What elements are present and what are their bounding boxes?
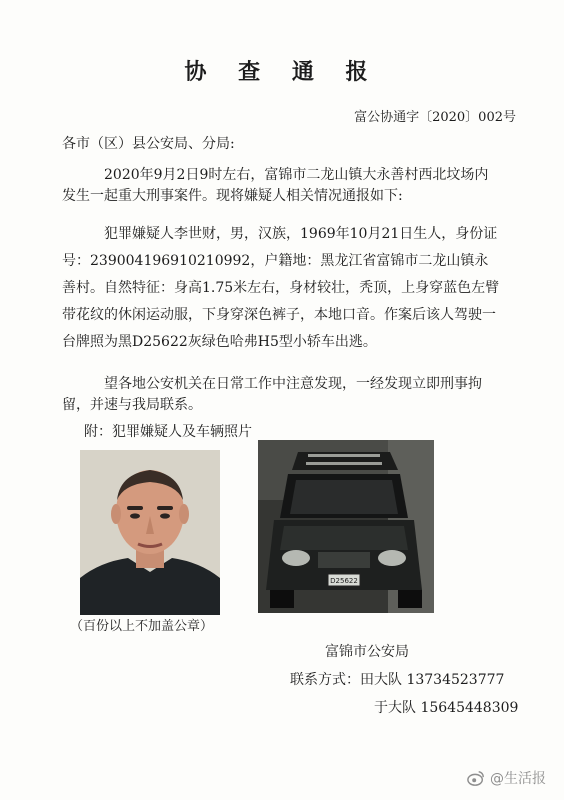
issuer-name: 富锦市公安局 (325, 644, 409, 660)
watermark (467, 768, 546, 788)
paragraph-suspect: 犯罪嫌疑人李世财，男，汉族，1969年10月21日生人，身份证号：239004196910210992，户籍地：黑龙江省富锦市二龙山镇永善村。自然特征：身高1.75米左右，身材较壮，秃顶，上身穿蓝色左臂带花纹的休闲运动服，下身穿深色裤子，本地口音。作案后该人驾驶一台牌照为黑D25622灰绿色哈弗H5型小轿车出逃。 (62, 226, 500, 350)
photo-caption: （百份以上不加盖公章） (70, 619, 214, 634)
vehicle-image (258, 440, 434, 613)
contact-secondary: 于大队 15645448309 (374, 700, 519, 716)
contact-primary: 联系方式：田大队 13734523777 (290, 672, 505, 688)
weibo-logo-icon (467, 769, 485, 787)
paragraph-incident: 2020年9月2日9时左右，富锦市二龙山镇大永善村西北坟场内发生一起重大刑事案件。现将嫌疑人相关情况通报如下: (62, 167, 489, 204)
suspect-portrait-image (80, 450, 220, 615)
attachment-note: 附：犯罪嫌疑人及车辆照片 (84, 424, 252, 440)
document-number: 富公协通字〔2020〕002号 (354, 110, 516, 125)
suspect-photo (80, 450, 220, 615)
license-plate-text: D25622 (330, 577, 358, 585)
vehicle-photo (258, 440, 434, 613)
watermark-text: @生活报 (490, 771, 546, 787)
paragraph-request: 望各地公安机关在日常工作中注意发现，一经发现立即刑事拘留，并速与我局联系。 (62, 376, 482, 413)
document-title: 协 查 通 报 (184, 59, 380, 85)
addressee: 各市（区）县公安局、分局: (62, 136, 235, 152)
